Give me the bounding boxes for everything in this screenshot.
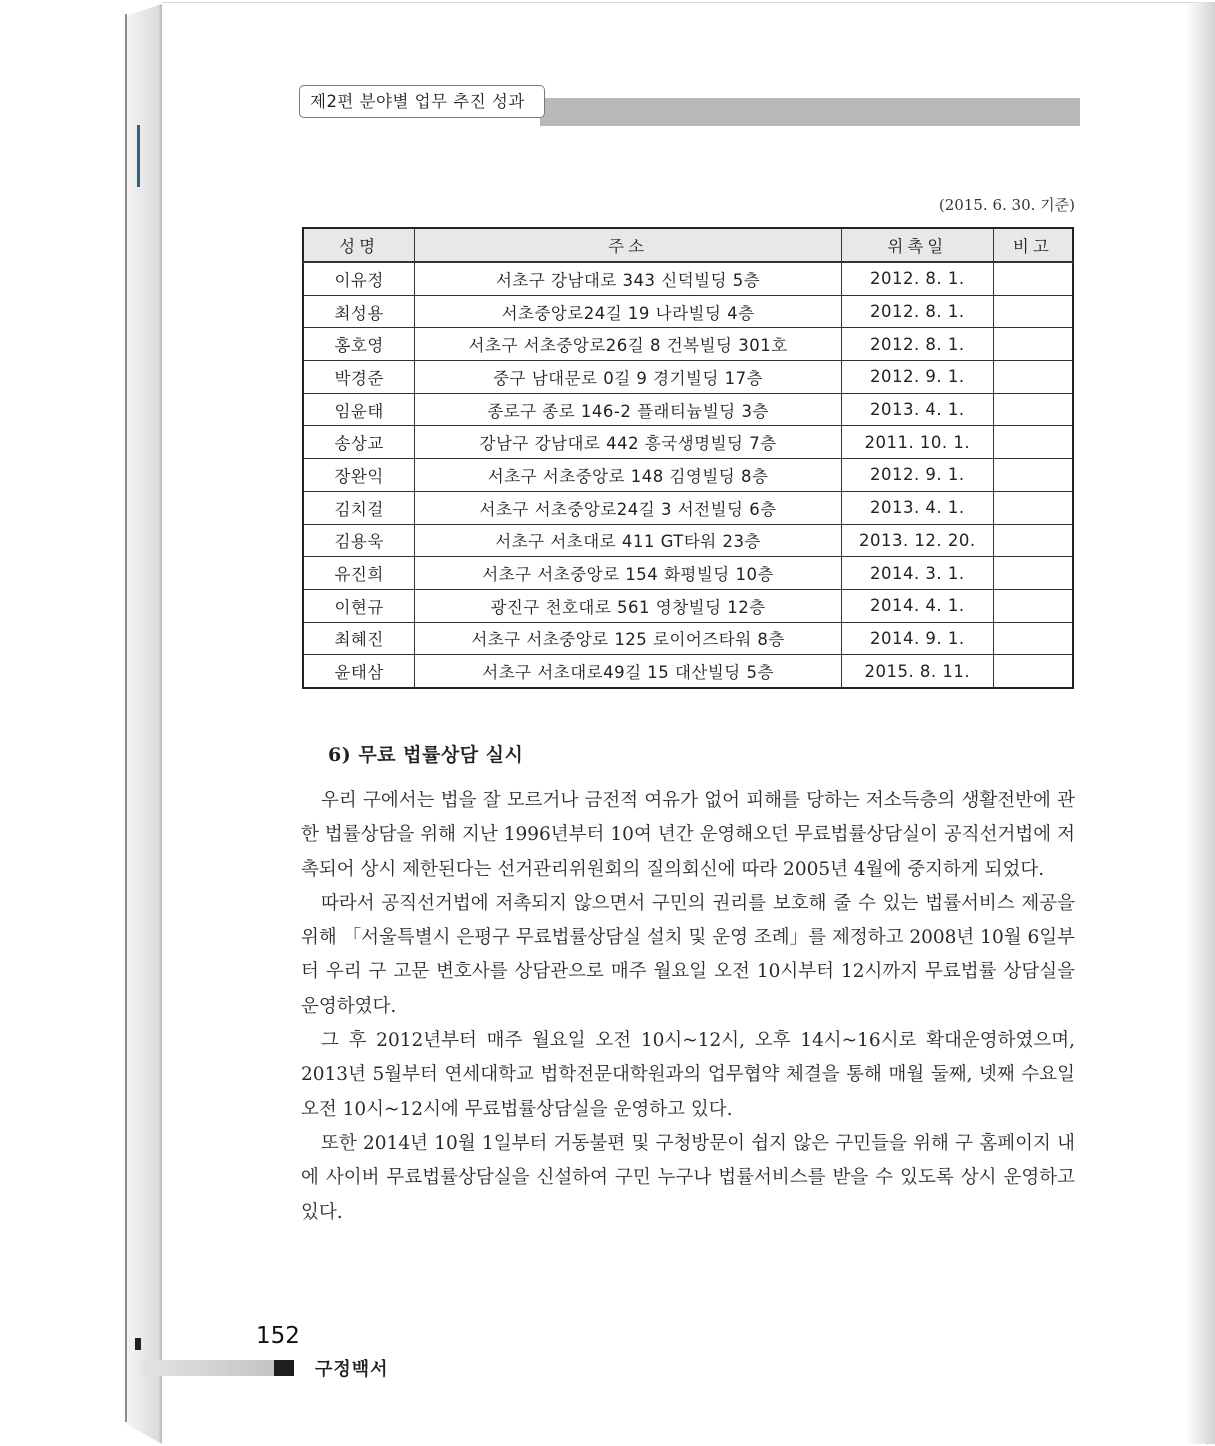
cell-date: 2012. 9. 1. xyxy=(841,361,993,394)
cell-date: 2012. 8. 1. xyxy=(841,295,993,328)
footer-bar-light xyxy=(140,1360,274,1376)
cell-address: 중구 남대문로 0길 9 경기빌딩 17층 xyxy=(415,361,842,394)
cell-note xyxy=(993,328,1073,361)
table-row xyxy=(303,295,1073,328)
advisor-table xyxy=(302,227,1074,689)
cell-note xyxy=(993,491,1073,524)
cell-address: 서초구 강남대로 343 신덕빌딩 5층 xyxy=(415,262,842,295)
paragraph-1: 우리 구에서는 법을 잘 모르거나 금전적 여유가 없어 피해를 당하는 저소득층의 생활전반에 관한 법률상담을 위해 지난 1996년부터 10여 년간 운영해오던 무료법률상담실이 공직선거법에 저촉되어 상시 제한된다는 선거관리위원회의 질의회신에 따라 2005년 4월에 중지하게 되었다. xyxy=(301,790,1075,880)
cell-address: 강남구 강남대로 442 흥국생명빌딩 7층 xyxy=(415,426,842,459)
cell-date: 2012. 8. 1. xyxy=(841,328,993,361)
cell-name: 이현규 xyxy=(303,589,415,622)
spine-edge-line xyxy=(125,14,127,1422)
table-row xyxy=(303,361,1073,394)
paragraph-2: 따라서 공직선거법에 저촉되지 않으면서 구민의 권리를 보호해 줄 수 있는 법률서비스 제공을 위해 「서울특별시 은평구 무료법률상담실 설치 및 운영 조례」를 제정하고 2008년 10월 6일부터 우리 구 고문 변호사를 상담관으로 매주 월요일 오전 10시부터 12시까지 무료법률 상담실을 운영하였다. xyxy=(301,892,1075,1017)
cell-address: 광진구 천호대로 561 영창빌딩 12층 xyxy=(415,589,842,622)
cell-name: 김용욱 xyxy=(303,524,415,557)
cell-address: 종로구 종로 146-2 플래티늄빌딩 3층 xyxy=(415,393,842,426)
column-header-note: 비고 xyxy=(993,228,1073,262)
table-row xyxy=(303,262,1073,295)
cell-date: 2013. 4. 1. xyxy=(841,393,993,426)
table-body xyxy=(303,262,1073,688)
cell-name: 홍호영 xyxy=(303,328,415,361)
table-row xyxy=(303,328,1073,361)
cell-date: 2012. 8. 1. xyxy=(841,262,993,295)
cell-address: 서초구 서초대로 411 GT타워 23층 xyxy=(415,524,842,557)
cell-note xyxy=(993,426,1073,459)
table-basis-note: (2015. 6. 30. 기준) xyxy=(938,196,1075,214)
cell-note xyxy=(993,589,1073,622)
cell-address: 서초구 서초중앙로26길 8 건복빌딩 301호 xyxy=(415,328,842,361)
cell-address: 서초구 서초중앙로24길 3 서전빌딩 6층 xyxy=(415,491,842,524)
cell-date: 2014. 9. 1. xyxy=(841,622,993,655)
book-spine xyxy=(126,4,162,1444)
table-row xyxy=(303,393,1073,426)
table-row xyxy=(303,459,1073,492)
cell-name: 윤태삼 xyxy=(303,655,415,688)
section-title: 6) 무료 법률상담 실시 xyxy=(328,744,524,766)
spine-dark-mark xyxy=(135,1338,141,1350)
table-row xyxy=(303,557,1073,590)
cell-address: 서초구 서초중앙로 148 김영빌딩 8층 xyxy=(415,459,842,492)
column-header-address: 주소 xyxy=(415,228,842,262)
table-row xyxy=(303,524,1073,557)
cell-note xyxy=(993,262,1073,295)
cell-name: 유진희 xyxy=(303,557,415,590)
cell-note xyxy=(993,361,1073,394)
table-row xyxy=(303,491,1073,524)
table-row xyxy=(303,655,1073,688)
section-body xyxy=(301,784,1075,1230)
cell-date: 2012. 9. 1. xyxy=(841,459,993,492)
paragraph-3: 그 후 2012년부터 매주 월요일 오전 10시~12시, 오후 14시~16시로 확대운영하였으며, 2013년 5월부터 연세대학교 법학전문대학원과의 업무협약 체결을 통해 매월 둘째, 넷째 수요일 오전 10시~12시에 무료법률상담실을 운영하고 있다. xyxy=(301,1030,1075,1120)
cell-note xyxy=(993,524,1073,557)
page-edge-shadow xyxy=(1185,2,1215,1444)
column-header-name: 성명 xyxy=(303,228,415,262)
page-number: 152 xyxy=(256,1323,300,1349)
cell-date: 2013. 12. 20. xyxy=(841,524,993,557)
cell-address: 서초구 서초중앙로 154 화평빌딩 10층 xyxy=(415,557,842,590)
table-row xyxy=(303,426,1073,459)
cell-note xyxy=(993,393,1073,426)
cell-date: 2015. 8. 11. xyxy=(841,655,993,688)
cell-date: 2014. 3. 1. xyxy=(841,557,993,590)
footer-bar-dark xyxy=(274,1360,294,1376)
cell-note xyxy=(993,655,1073,688)
table-row xyxy=(303,622,1073,655)
book-title: 구정백서 xyxy=(315,1359,389,1380)
cell-name: 박경준 xyxy=(303,361,415,394)
cell-name: 송상교 xyxy=(303,426,415,459)
cell-date: 2011. 10. 1. xyxy=(841,426,993,459)
table-row xyxy=(303,589,1073,622)
cell-date: 2014. 4. 1. xyxy=(841,589,993,622)
spine-color-mark xyxy=(137,125,140,187)
table-header-row xyxy=(303,228,1073,262)
cell-name: 최혜진 xyxy=(303,622,415,655)
cell-name: 장완익 xyxy=(303,459,415,492)
cell-address: 서초구 서초대로49길 15 대산빌딩 5층 xyxy=(415,655,842,688)
paragraph-4: 또한 2014년 10월 1일부터 거동불편 및 구청방문이 쉽지 않은 구민들을 위해 구 홈페이지 내에 사이버 무료법률상담실을 신설하여 구민 누구나 법률서비스를 받을 수 있도록 상시 운영하고 있다. xyxy=(301,1132,1075,1223)
header-bar xyxy=(540,98,1080,126)
cell-note xyxy=(993,557,1073,590)
cell-name: 김치걸 xyxy=(303,491,415,524)
section-header-label: 제2편 분야별 업무 추진 성과 xyxy=(299,85,545,118)
cell-address: 서초중앙로24길 19 나라빌딩 4층 xyxy=(415,295,842,328)
cell-name: 임윤태 xyxy=(303,393,415,426)
column-header-date: 위촉일 xyxy=(841,228,993,262)
cell-name: 최성용 xyxy=(303,295,415,328)
cell-note xyxy=(993,295,1073,328)
cell-note xyxy=(993,622,1073,655)
cell-note xyxy=(993,459,1073,492)
cell-date: 2013. 4. 1. xyxy=(841,491,993,524)
cell-name: 이유정 xyxy=(303,262,415,295)
cell-address: 서초구 서초중앙로 125 로이어즈타워 8층 xyxy=(415,622,842,655)
